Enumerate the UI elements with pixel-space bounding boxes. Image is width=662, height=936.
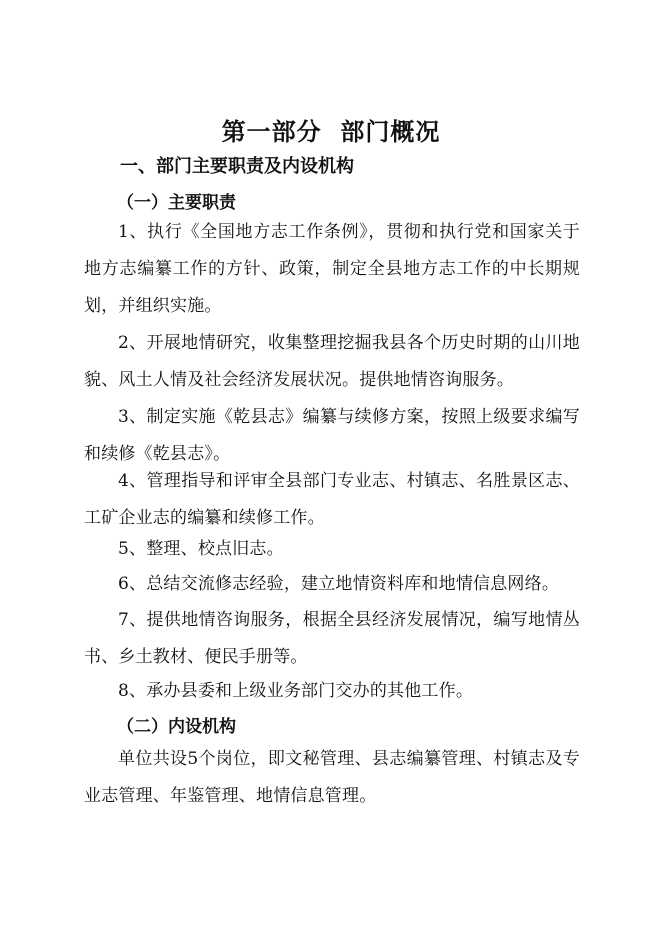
section-heading: 一、部门主要职责及内设机构	[120, 156, 354, 177]
duty-item-7: 7、提供地情咨询服务，根据全县经济发展情况，编写地情丛书、乡土教材、便民手册等。	[84, 610, 580, 667]
subsection-heading-structure: （二）内设机构	[117, 717, 236, 737]
subsection-heading-duties: （一）主要职责	[117, 193, 236, 213]
structure-text: 单位共设5个岗位，即文秘管理、县志编纂管理、村镇志及专业志管理、年鉴管理、地情信息管理。	[84, 749, 580, 806]
duty-item-4: 4、管理指导和评审全县部门专业志、村镇志、名胜景区志、工矿企业志的编纂和续修工作。	[84, 471, 580, 528]
duty-item-5: 5、整理、校点旧志。	[118, 539, 284, 559]
duty-item-1: 1、执行《全国地方志工作条例》，贯彻和执行党和国家关于地方志编纂工作的方针、政策，制定全县地方志工作的中长期规划，并组织实施。	[84, 222, 580, 316]
page-title: 第一部分 部门概况	[221, 118, 441, 146]
duty-item-2: 2、开展地情研究，收集整理挖掘我县各个历史时期的山川地貌、风土人情及社会经济发展状况。提供地情咨询服务。	[84, 333, 580, 390]
duty-item-6: 6、总结交流修志经验，建立地情资料库和地情信息网络。	[118, 574, 560, 594]
duty-item-8: 8、承办县委和上级业务部门交办的其他工作。	[118, 681, 474, 701]
duty-item-3: 3、制定实施《乾县志》编纂与续修方案，按照上级要求编写和续修《乾县志》。	[84, 407, 580, 464]
